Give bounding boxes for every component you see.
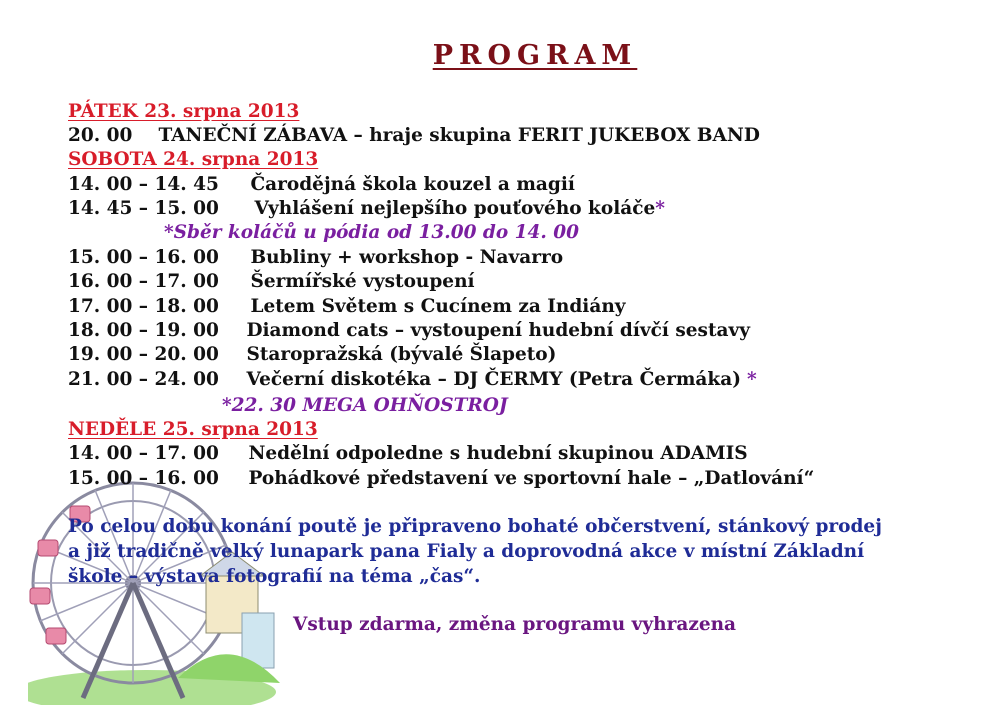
day-heading-sunday: NEDĚLE 25. srpna 2013 [68,419,318,440]
schedule-item [68,271,475,292]
schedule-item [68,369,757,390]
schedule-text: Vyhlášení nejlepšího pouťového koláče [254,198,656,219]
schedule-time: 20. 00 [68,125,133,146]
schedule-item [68,443,748,464]
schedule-time: 15. 00 – 16. 00 [68,247,219,268]
schedule-item [68,174,575,195]
schedule-text: Diamond cats – vystoupení hudební dívčí sestavy [246,320,751,341]
page-title: PROGRAM [432,40,638,71]
schedule-time: 19. 00 – 20. 00 [68,344,219,365]
ferris-wheel-illustration [28,478,288,705]
info-line: Po celou dobu konání poutě je připraveno bohaté občerstvení, stánkový prodej [68,516,882,537]
schedule-time: 18. 00 – 19. 00 [68,320,219,341]
note-cake-collection: *Sběr koláčů u pódia od 13.00 do 14. 00 [164,222,579,243]
schedule-text: Pohádkové představení ve sportovní hale – „Datlování“ [248,468,815,489]
info-line: a již tradičně velký lunapark pana Fialy a doprovodná akce v místní Základní [68,541,865,562]
schedule-time: 14. 00 – 17. 00 [68,443,219,464]
schedule-text: Šermířské vystoupení [250,271,475,292]
schedule-item [68,125,760,146]
day-heading-friday: PÁTEK 23. srpna 2013 [68,101,300,122]
schedule-text: Letem Světem s Cucínem za Indiány [250,296,626,317]
asterisk-mark: * [746,369,757,390]
note-fireworks: *22. 30 MEGA OHŇOSTROJ [222,395,508,416]
schedule-item [68,247,563,268]
schedule-text: Bubliny + workshop - Navarro [250,247,564,268]
schedule-item [68,320,750,341]
schedule-item [68,468,814,489]
schedule-time: 14. 45 – 15. 00 [68,198,219,219]
schedule-text: Večerní diskotéka – DJ ČERMY (Petra Čermáka) [246,369,741,390]
day-heading-saturday: SOBOTA 24. srpna 2013 [68,149,319,170]
schedule-text: Staropražská (bývalé Šlapeto) [246,344,557,365]
schedule-item [68,198,665,219]
schedule-time: 16. 00 – 17. 00 [68,271,219,292]
schedule-text: TANEČNÍ ZÁBAVA – hraje skupina FERIT JUKEBOX BAND [158,125,760,146]
schedule-time: 14. 00 – 14. 45 [68,174,219,195]
asterisk-mark: * [655,198,665,219]
info-line: škole – výstava fotografií na téma „čas“. [68,566,481,587]
schedule-time: 17. 00 – 18. 00 [68,296,219,317]
schedule-time: 15. 00 – 16. 00 [68,468,219,489]
closing-note: Vstup zdarma, změna programu vyhrazena [293,614,737,635]
schedule-item [68,296,626,317]
schedule-time: 21. 00 – 24. 00 [68,369,219,390]
schedule-item [68,344,556,365]
schedule-text: Nedělní odpoledne s hudební skupinou ADAMIS [248,443,748,464]
schedule-text: Čarodějná škola kouzel a magií [250,174,575,195]
